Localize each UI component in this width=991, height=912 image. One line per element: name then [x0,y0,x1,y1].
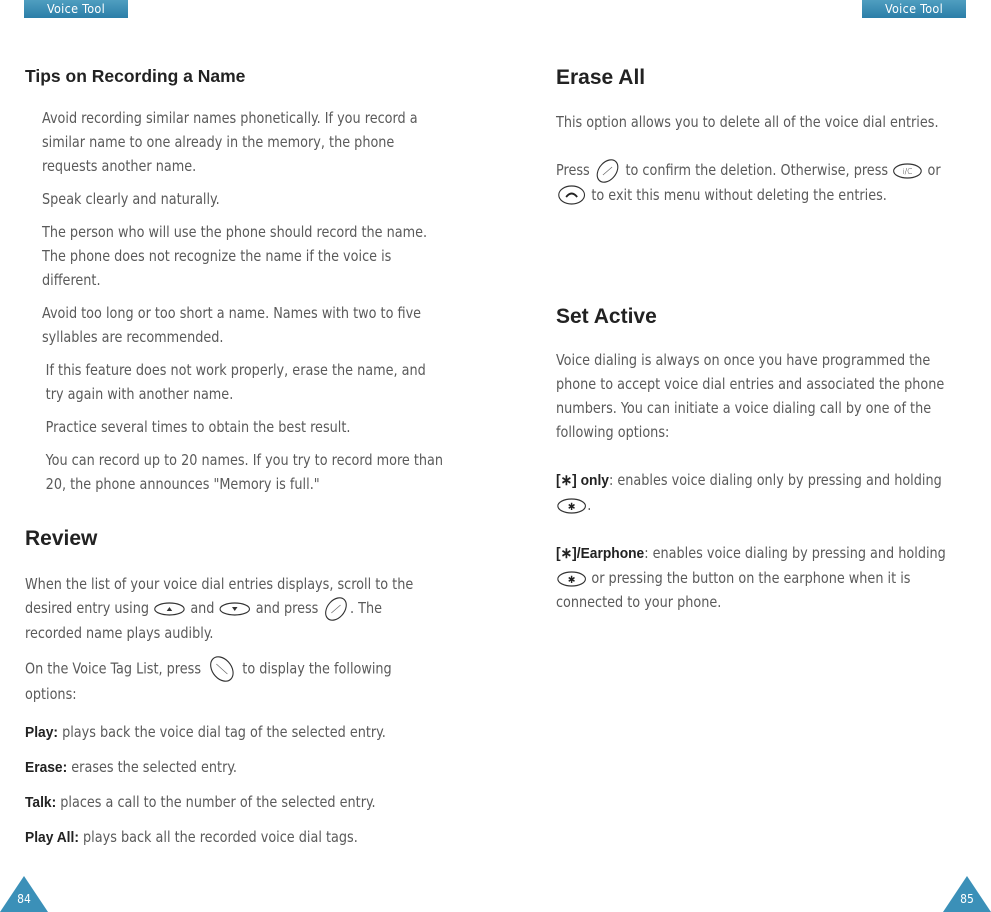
erase-paragraph-1: This option allows you to delete all of the voice dial entries. [556,113,939,131]
erase-all-title: Erase All [556,66,646,89]
review-title: Review [25,527,98,550]
option-item [25,825,452,850]
tip-item: If this feature does not work properly, erase the name, and try again with another name. [45,361,426,403]
option-key: Play All: [25,829,79,846]
option-key: Talk: [25,794,57,811]
page-number-left [0,876,48,912]
erase-all-body [556,110,966,231]
option-key: Play: [25,724,58,741]
option-item [25,790,452,815]
review-paragraph-1 [25,572,437,645]
down-key-icon [219,602,252,616]
star-key-icon [556,498,587,514]
tips-list [42,106,442,505]
text: or pressing the button on the earphone when it is connected to your phone. [556,569,911,611]
option-key: [∗] only [556,472,609,489]
section-tab-right: Voice Tool [862,0,966,18]
page-number-right [943,876,991,912]
star-key-icon [556,571,587,587]
set-active-title: Set Active [556,305,657,328]
svg-text:i/C: i/C [902,166,913,176]
menu-key-icon [205,656,238,682]
text: to display the following options: [25,659,392,703]
tip-item: Speak clearly and naturally. [42,190,220,208]
text: When the list of your voice dial entries displays, scroll to the desired entry using [25,575,414,617]
text: or [927,161,941,179]
tip-item: Avoid recording similar names phonetically. If you record a similar name to one already in the memory, the phone requests another name. [42,109,418,175]
review-options [25,720,455,860]
text: to exit this menu without deleting the entries. [591,185,887,204]
option-text: places a call to the number of the selected entry. [60,793,376,811]
text: : enables voice dialing only by pressing and holding [608,471,942,489]
tips-title: Tips on Recording a Name [25,66,246,86]
section-tab-left: Voice Tool [24,0,128,18]
svg-text:✱: ✱ [567,574,576,586]
text: . [587,496,592,514]
option-item [25,720,452,745]
tip-item: The person who will use the phone should record the name. The phone does not recognize the name if the voice is different. [42,223,428,289]
tip-item: Avoid too long or too short a name. Names with two to five syllables are recommended. [42,304,422,346]
set-active-option-1 [556,468,963,517]
clear-key-icon [892,163,923,179]
option-key: Erase: [25,759,68,776]
tip-item: Practice several times to obtain the best result. [45,418,351,436]
text: . The recorded name plays audibly. [25,599,383,642]
option-key: [∗]/Earphone [556,545,645,562]
review-body [25,572,440,717]
option-item [25,755,452,780]
text: and press [255,599,319,617]
option-text: plays back all the recorded voice dial tags. [83,828,358,846]
text: : enables voice dialing by pressing and holding [644,544,946,562]
up-key-icon [153,602,186,616]
ok-key-icon [322,597,350,621]
ok-key-icon [594,159,622,183]
tip-item: You can record up to 20 names. If you try to record more than 20, the phone announces "Memory is full." [45,451,444,493]
set-active-paragraph: Voice dialing is always on once you have programmed the phone to accept voice dial entries and associated the phone numbers. You can initiate a voice dialing call by one of the following options: [556,351,945,441]
set-active-body [556,348,966,638]
page-number-text: 85 [960,892,974,906]
text: On the Voice Tag List, press [25,659,202,677]
page-number-text: 84 [17,892,31,906]
review-paragraph-2 [25,656,437,706]
option-text: plays back the voice dial tag of the selected entry. [62,723,386,741]
erase-paragraph-2 [556,158,963,207]
svg-text:✱: ✱ [567,501,576,513]
text: to confirm the deletion. Otherwise, press [625,161,889,179]
text: and [190,599,215,617]
text: Press [556,161,590,179]
set-active-option-2 [556,541,963,614]
end-key-icon [556,184,587,206]
option-text: erases the selected entry. [71,758,237,776]
